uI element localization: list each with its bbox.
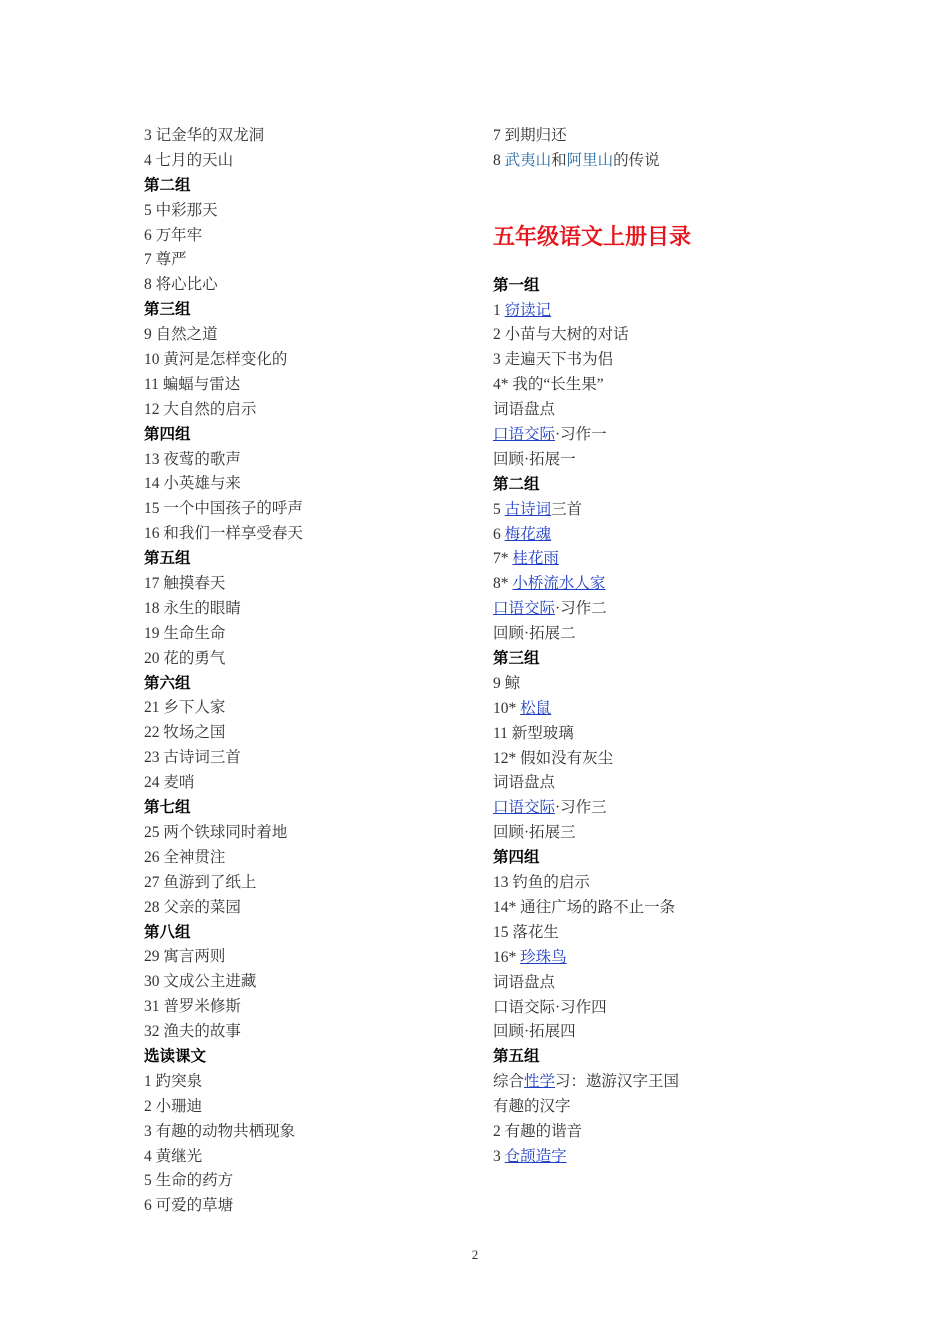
lesson-item: 6 万年牢 xyxy=(144,226,203,244)
lesson-text: 1 xyxy=(493,301,505,319)
lesson-item xyxy=(493,523,823,548)
group-heading xyxy=(493,1045,823,1070)
lesson-item: 1 趵突泉 xyxy=(144,1072,203,1090)
lesson-item: 9 自然之道 xyxy=(144,326,218,344)
lesson-item xyxy=(493,871,823,896)
lesson-text: 7* xyxy=(493,550,513,568)
lesson-item xyxy=(493,547,823,572)
group-heading: 第二组 xyxy=(144,176,191,194)
lesson-text: 回顾·拓展二 xyxy=(493,625,576,643)
lesson-item: 2 小珊迪 xyxy=(144,1097,203,1115)
lesson-link[interactable]: 梅花魂 xyxy=(504,525,552,543)
lesson-item xyxy=(493,821,823,846)
lesson-item: 13 夜莺的歌声 xyxy=(144,450,241,468)
lesson-item xyxy=(493,996,823,1021)
lesson-item xyxy=(493,323,823,348)
lesson-item: 27 鱼游到了纸上 xyxy=(144,873,257,891)
lesson-item: 12 大自然的启示 xyxy=(144,400,257,418)
lesson-text: 2 有趣的谐音 xyxy=(493,1122,583,1140)
lesson-item: 17 触摸春天 xyxy=(144,575,226,593)
group-heading xyxy=(493,846,823,871)
lesson-text: 的传说 xyxy=(613,151,660,169)
lesson-item: 3 记金华的双龙洞 xyxy=(144,127,265,144)
lesson-item xyxy=(493,398,823,423)
lesson-item xyxy=(493,971,823,996)
lesson-text: 有趣的汉字 xyxy=(493,1098,571,1116)
lesson-item: 23 古诗词三首 xyxy=(144,749,241,767)
lesson-text: 5 xyxy=(493,500,505,518)
lesson-text: 第四组 xyxy=(493,849,540,867)
lesson-text: 综合 xyxy=(493,1073,525,1091)
group-heading: 第七组 xyxy=(144,799,191,817)
lesson-text: 8* xyxy=(493,575,513,593)
lesson-item: 28 父亲的菜园 xyxy=(144,898,241,916)
lesson-text: ·习作一 xyxy=(555,426,607,444)
lesson-text: 词语盘点 xyxy=(493,401,556,419)
spacer xyxy=(493,174,823,199)
lesson-text: ·习作二 xyxy=(555,600,607,618)
lesson-item xyxy=(493,423,823,448)
lesson-link[interactable]: 桂花雨 xyxy=(512,550,559,568)
lesson-item xyxy=(493,1145,823,1170)
lesson-text: 13 钓鱼的启示 xyxy=(493,874,590,892)
lesson-item xyxy=(493,946,823,971)
lesson-text: 14* 通往广场的路不止一条 xyxy=(493,898,676,916)
lesson-item: 4 黄继光 xyxy=(144,1147,203,1165)
lesson-text: 第五组 xyxy=(493,1048,540,1066)
lesson-text: 回顾·拓展三 xyxy=(493,824,576,842)
lesson-item xyxy=(493,597,823,622)
section-title: 五年级语文上册目录 xyxy=(493,223,692,249)
lesson-text: 词语盘点 xyxy=(493,973,556,991)
lesson-item xyxy=(493,1095,823,1120)
lesson-text: 2 小苗与大树的对话 xyxy=(493,326,629,344)
lesson-item: 22 牧场之国 xyxy=(144,724,226,742)
lesson-item: 4 七月的天山 xyxy=(144,151,234,169)
lesson-item: 19 生命生命 xyxy=(144,624,226,642)
group-heading: 第八组 xyxy=(144,923,191,941)
lesson-item xyxy=(493,771,823,796)
lesson-item: 16 和我们一样享受春天 xyxy=(144,525,303,543)
lesson-item: 20 花的勇气 xyxy=(144,649,226,667)
lesson-item: 15 一个中国孩子的呼声 xyxy=(144,500,303,518)
lesson-item: 29 寓言两则 xyxy=(144,948,226,966)
lesson-text: 8 xyxy=(493,151,505,169)
lesson-text: 11 新型玻璃 xyxy=(493,724,574,742)
group-heading xyxy=(493,647,823,672)
group-heading: 选读课文 xyxy=(144,1047,207,1065)
lesson-link[interactable]: 松鼠 xyxy=(520,699,552,717)
group-heading xyxy=(493,473,823,498)
lesson-text: 回顾·拓展四 xyxy=(493,1023,576,1041)
lesson-text: 第二组 xyxy=(493,475,540,493)
lesson-item xyxy=(493,622,823,647)
lesson-item: 18 永生的眼睛 xyxy=(144,599,241,617)
lesson-text: 习：遨游汉字王国 xyxy=(555,1073,680,1091)
lesson-text: 16* xyxy=(493,948,521,966)
lesson-item xyxy=(493,722,823,747)
lesson-link[interactable]: 口语交际 xyxy=(493,799,556,817)
lesson-text: 10* xyxy=(493,699,521,717)
group-heading: 第四组 xyxy=(144,425,191,443)
lesson-item: 6 可爱的草塘 xyxy=(144,1197,234,1215)
lesson-text: 4* 我的“长生果” xyxy=(493,376,604,394)
lesson-text: 6 xyxy=(493,525,505,543)
group-heading xyxy=(493,274,823,299)
lesson-item xyxy=(493,1020,823,1045)
lesson-item xyxy=(493,373,823,398)
right-top-list xyxy=(493,124,823,174)
lesson-item xyxy=(493,1070,823,1095)
left-column xyxy=(144,124,464,1219)
lesson-text: 口语交际·习作四 xyxy=(493,998,607,1016)
group-heading: 第五组 xyxy=(144,550,191,568)
lesson-item xyxy=(493,697,823,722)
lesson-item: 24 麦哨 xyxy=(144,774,195,792)
lesson-item: 7 尊严 xyxy=(144,251,187,269)
lesson-link[interactable]: 窃读记 xyxy=(504,301,552,319)
lesson-text: 3 走遍天下书为侣 xyxy=(493,351,614,369)
lesson-item: 8 将心比心 xyxy=(144,276,218,294)
lesson-item xyxy=(493,921,823,946)
lesson-text: 3 xyxy=(493,1147,505,1165)
lesson-item: 26 全神贯注 xyxy=(144,848,226,866)
lesson-text: ·习作三 xyxy=(555,799,607,817)
lesson-item: 3 有趣的动物共栖现象 xyxy=(144,1122,296,1140)
lesson-item xyxy=(493,448,823,473)
lesson-text: 词语盘点 xyxy=(493,774,556,792)
lesson-text: 第一组 xyxy=(493,276,540,294)
lesson-link[interactable]: 口语交际 xyxy=(493,426,556,444)
group-heading: 第三组 xyxy=(144,301,191,319)
lesson-item xyxy=(493,1120,823,1145)
lesson-link[interactable]: 口语交际 xyxy=(493,600,556,618)
lesson-text: 和 xyxy=(551,151,567,169)
page-number: 2 xyxy=(471,1247,479,1262)
lesson-item: 14 小英雄与来 xyxy=(144,475,241,493)
lesson-text: 三首 xyxy=(551,500,583,518)
lesson-text: 12* 假如没有灰尘 xyxy=(493,749,614,767)
lesson-link[interactable]: 性学 xyxy=(524,1073,556,1091)
lesson-item xyxy=(493,498,823,523)
lesson-item xyxy=(493,747,823,772)
lesson-item: 11 蝙蝠与雷达 xyxy=(144,375,241,393)
lesson-item xyxy=(493,672,823,697)
lesson-text: 9 鲸 xyxy=(493,674,521,692)
lesson-item: 25 两个铁球同时着地 xyxy=(144,823,288,841)
lesson-item: 21 乡下人家 xyxy=(144,699,226,717)
lesson-link[interactable]: 小桥流水人家 xyxy=(512,575,606,593)
lesson-text: 回顾·拓展一 xyxy=(493,450,576,468)
place-name: 武夷山 xyxy=(504,151,552,169)
lesson-item: 30 文成公主进藏 xyxy=(144,973,257,991)
lesson-item xyxy=(493,572,823,597)
lesson-item: 5 中彩那天 xyxy=(144,201,218,219)
lesson-item: 5 生命的药方 xyxy=(144,1172,234,1190)
lesson-text: 第三组 xyxy=(493,650,540,668)
right-contents-list xyxy=(493,274,823,1170)
lesson-item: 31 普罗米修斯 xyxy=(144,998,241,1016)
lesson-link[interactable]: 珍珠鸟 xyxy=(520,948,567,966)
lesson-item xyxy=(493,299,823,324)
lesson-text: 15 落花生 xyxy=(493,923,559,941)
lesson-item xyxy=(493,149,823,174)
lesson-item xyxy=(493,896,823,921)
lesson-link[interactable]: 仓颉造字 xyxy=(504,1147,567,1165)
lesson-item xyxy=(493,124,823,149)
lesson-text: 7 到期归还 xyxy=(493,127,567,144)
lesson-item xyxy=(493,796,823,821)
place-name: 阿里山 xyxy=(566,151,614,169)
lesson-item: 32 渔夫的故事 xyxy=(144,1023,241,1041)
lesson-item: 10 黄河是怎样变化的 xyxy=(144,351,288,369)
group-heading: 第六组 xyxy=(144,674,191,692)
lesson-link[interactable]: 古诗词 xyxy=(504,500,552,518)
right-column xyxy=(493,124,823,1170)
lesson-item xyxy=(493,348,823,373)
